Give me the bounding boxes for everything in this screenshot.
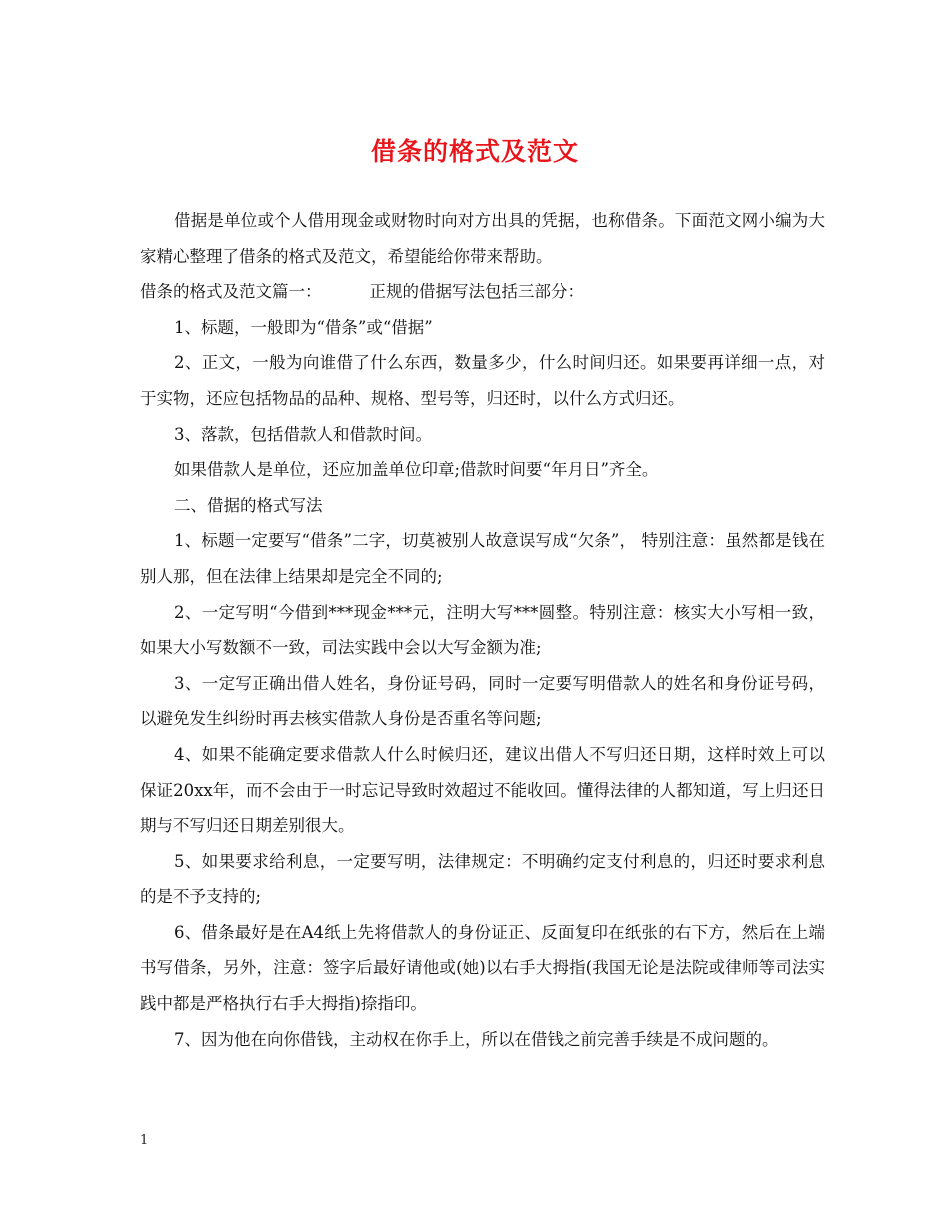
body-paragraph: 2、一定写明“今借到***现金***元，注明大写***圆整。特别注意：核实大小写相一致，如果大小写数额不一致，司法实践中会以大写金额为准; bbox=[140, 602, 825, 658]
section-label: 借条的格式及范文篇一： bbox=[140, 282, 322, 302]
body-paragraph: 4、如果不能确定要求借款人什么时候归还，建议出借人不写归还日期，这样时效上可以保证20xx年，而不会由于一时忘记导致时效超过不能收回。懂得法律的人都知道，写上归还日期与不写归还日期差别很大。 bbox=[140, 744, 825, 836]
body-paragraph: 3、落款，包括借款人和借款时间。 bbox=[174, 424, 432, 444]
section-lead: 正规的借据写法包括三部分： bbox=[369, 282, 584, 302]
body-paragraph: 5、如果要求给利息，一定要写明，法律规定：不明确约定支付利息的，归还时要求利息的是不予支持的; bbox=[140, 851, 825, 907]
body-paragraph: 1、标题，一般即为“借条”或“借据” bbox=[174, 317, 433, 337]
subsection-heading: 二、借据的格式写法 bbox=[174, 495, 323, 515]
document-title: 借条的格式及范文 bbox=[370, 137, 579, 166]
section-heading-line bbox=[140, 274, 825, 310]
body-paragraph: 6、借条最好是在A4纸上先将借款人的身份证正、反面复印在纸张的右下方，然后在上端书写借条，另外，注意：签字后最好请他或(她)以右手大拇指(我国无论是法院或律师等司法实践中都是严格执行右手大拇指)捺指印。 bbox=[140, 922, 825, 1014]
intro-paragraph: 借据是单位或个人借用现金或财物时向对方出具的凭据，也称借条。下面范文网小编为大家精心整理了借条的格式及范文，希望能给你带来帮助。 bbox=[140, 211, 825, 266]
document-body bbox=[140, 203, 825, 1057]
body-paragraph: 2、正文，一般为向谁借了什么东西，数量多少，什么时间归还。如果要再详细一点，对于实物，还应包括物品的品种、规格、型号等，归还时，以什么方式归还。 bbox=[140, 353, 825, 408]
body-paragraph: 1、标题一定要写“借条”二字，切莫被别人故意误写成“欠条”， 特别注意：虽然都是钱在别人那，但在法律上结果却是完全不同的; bbox=[140, 531, 825, 586]
page-number: 1 bbox=[140, 1133, 149, 1148]
body-paragraph: 3、一定写正确出借人姓名，身份证号码，同时一定要写明借款人的姓名和身份证号码，以避免发生纠纷时再去核实借款人身份是否重名等问题; bbox=[140, 673, 825, 729]
body-paragraph: 7、因为他在向你借钱，主动权在你手上，所以在借钱之前完善手续是不成问题的。 bbox=[174, 1029, 779, 1049]
body-paragraph: 如果借款人是单位，还应加盖单位印章;借款时间要“年月日”齐全。 bbox=[174, 460, 659, 480]
